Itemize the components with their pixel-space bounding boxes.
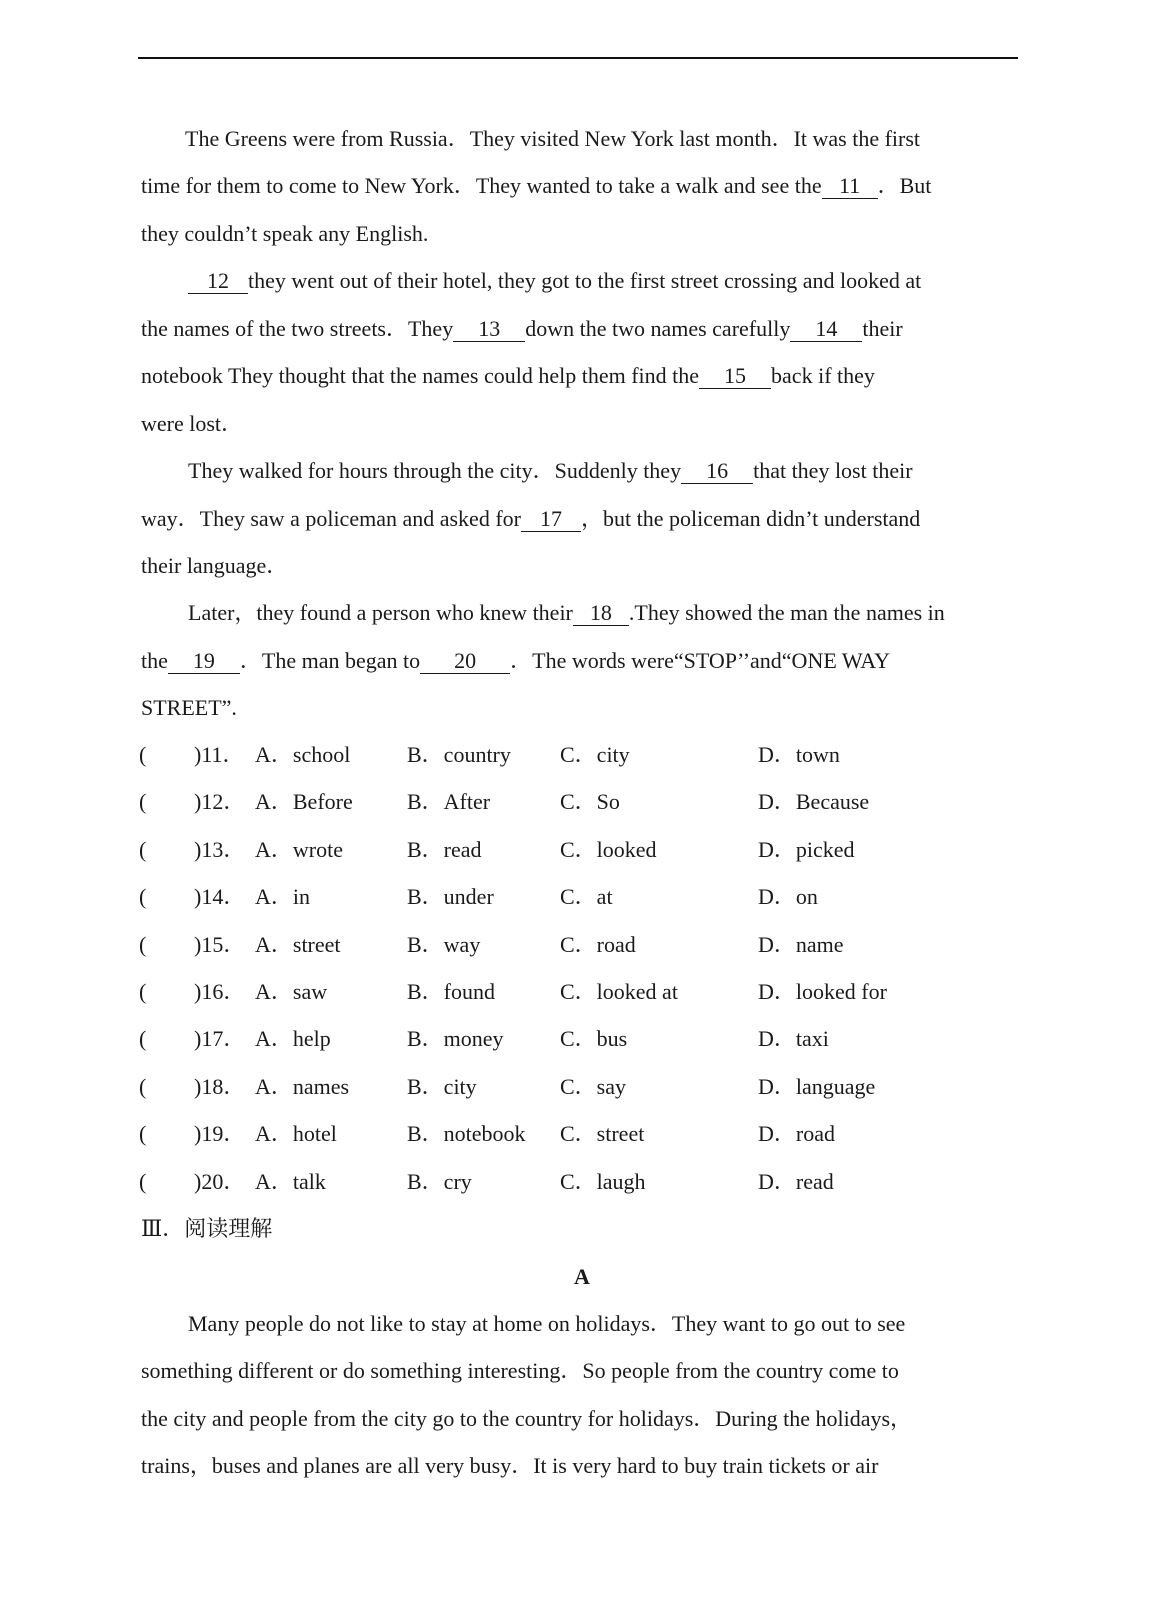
section-heading: Ⅲ．阅读理解 — [141, 1216, 273, 1241]
passage-line: 12 they went out of their hotel, they got to the first street crossing and looked at — [188, 266, 921, 296]
option-d[interactable]: D．name — [758, 932, 844, 957]
question-number: )12． — [194, 789, 246, 814]
blank-12[interactable]: 12 — [188, 269, 248, 294]
option-d[interactable]: D．picked — [758, 837, 855, 862]
option-b[interactable]: B．way — [407, 932, 481, 957]
option-c[interactable]: C．city — [560, 742, 630, 767]
option-a[interactable]: A．wrote — [255, 837, 343, 862]
option-d[interactable]: D．read — [758, 1169, 834, 1194]
passage-line: STREET”. — [141, 695, 237, 720]
option-b[interactable]: B．money — [407, 1026, 504, 1051]
blank-15[interactable]: 15 — [699, 364, 771, 389]
option-a[interactable]: A．in — [255, 884, 311, 909]
blank-11[interactable]: 11 — [822, 174, 878, 199]
option-d[interactable]: D．road — [758, 1121, 835, 1146]
option-b[interactable]: B．notebook — [407, 1121, 526, 1146]
option-a[interactable]: A．street — [255, 932, 341, 957]
option-d[interactable]: D．Because — [758, 789, 870, 814]
option-c[interactable]: C．at — [560, 884, 613, 909]
answer-bracket[interactable]: ( — [139, 932, 147, 957]
option-d[interactable]: D．taxi — [758, 1026, 829, 1051]
header-rule — [138, 57, 1018, 59]
option-c[interactable]: C．laugh — [560, 1169, 646, 1194]
passage-line: They walked for hours through the city．Suddenly they 16 that they lost their — [188, 458, 913, 483]
option-a[interactable]: A．names — [255, 1074, 350, 1099]
blank-18[interactable]: 18 — [573, 601, 629, 626]
reading-line: Many people do not like to stay at home on holidays．They want to go out to see — [188, 1311, 906, 1336]
option-b[interactable]: B．country — [407, 742, 511, 767]
option-c[interactable]: C．looked — [560, 837, 657, 862]
passage-line: The Greens were from Russia．They visited New York last month．It was the first — [185, 126, 921, 151]
option-c[interactable]: C．So — [560, 789, 620, 814]
option-d[interactable]: D．on — [758, 884, 818, 909]
question-number: )18． — [194, 1074, 246, 1099]
option-a[interactable]: A．help — [255, 1026, 331, 1051]
answer-bracket[interactable]: ( — [139, 1121, 147, 1146]
option-d[interactable]: D．town — [758, 742, 840, 767]
passage-line: time for them to come to New York．They wanted to take a walk and see the 11 ．But — [141, 173, 932, 198]
blank-19[interactable]: 19 — [168, 649, 240, 674]
option-b[interactable]: B．found — [407, 979, 496, 1004]
reading-line: something different or do something interesting．So people from the country come to — [141, 1358, 899, 1383]
question-number: )13． — [194, 837, 246, 862]
reading-line: the city and people from the city go to the country for holidays．During the holidays， — [141, 1406, 913, 1431]
question-number: )11． — [194, 742, 245, 767]
answer-bracket[interactable]: ( — [139, 1074, 147, 1099]
passage-line: the 19 ．The man began to 20 ．The words were“STOP’’and“ONE WAY — [141, 648, 890, 673]
passage-line: their language． — [141, 553, 289, 578]
passage-line: Later，they found a person who knew their 18 .They showed the man the names in — [188, 600, 945, 625]
option-d[interactable]: D．looked for — [758, 979, 887, 1004]
blank-17[interactable]: 17 — [521, 507, 581, 532]
blank-16[interactable]: 16 — [681, 459, 753, 484]
question-number: )14． — [194, 884, 246, 909]
passage-line: were lost． — [141, 411, 244, 436]
passage-line: notebook They thought that the names could help them find the 15 back if they — [141, 363, 875, 388]
reading-line: trains，buses and planes are all very busy．It is very hard to buy train tickets or air — [141, 1453, 879, 1478]
option-c[interactable]: C．looked at — [560, 979, 678, 1004]
option-c[interactable]: C．bus — [560, 1026, 628, 1051]
option-b[interactable]: B．After — [407, 789, 491, 814]
blank-14[interactable]: 14 — [790, 317, 862, 342]
answer-bracket[interactable]: ( — [139, 979, 147, 1004]
option-b[interactable]: B．cry — [407, 1169, 472, 1194]
option-c[interactable]: C．say — [560, 1074, 627, 1099]
passage-line: way．They saw a policeman and asked for 17 ，but the policeman didn’t understand — [141, 506, 921, 531]
part-title: A — [574, 1264, 590, 1289]
option-c[interactable]: C．street — [560, 1121, 645, 1146]
option-a[interactable]: A．Before — [255, 789, 353, 814]
option-a[interactable]: A．talk — [255, 1169, 326, 1194]
option-a[interactable]: A．school — [255, 742, 351, 767]
option-b[interactable]: B．read — [407, 837, 482, 862]
option-b[interactable]: B．city — [407, 1074, 477, 1099]
answer-bracket[interactable]: ( — [139, 1026, 147, 1051]
question-number: )15． — [194, 932, 246, 957]
answer-bracket[interactable]: ( — [139, 837, 147, 862]
option-a[interactable]: A．saw — [255, 979, 328, 1004]
blank-13[interactable]: 13 — [453, 317, 525, 342]
question-number: )19． — [194, 1121, 246, 1146]
answer-bracket[interactable]: ( — [139, 789, 147, 814]
passage-line: they couldn’t speak any English. — [141, 221, 429, 246]
option-b[interactable]: B．under — [407, 884, 494, 909]
answer-bracket[interactable]: ( — [139, 884, 147, 909]
passage-line: the names of the two streets．They 13 down the two names carefully 14 their — [141, 316, 903, 341]
question-number: )20． — [194, 1169, 246, 1194]
option-d[interactable]: D．language — [758, 1074, 876, 1099]
answer-bracket[interactable]: ( — [139, 1169, 147, 1194]
answer-bracket[interactable]: ( — [139, 742, 147, 767]
option-a[interactable]: A．hotel — [255, 1121, 337, 1146]
question-number: )16． — [194, 979, 246, 1004]
option-c[interactable]: C．road — [560, 932, 636, 957]
question-number: )17． — [194, 1026, 246, 1051]
blank-20[interactable]: 20 — [420, 649, 510, 674]
